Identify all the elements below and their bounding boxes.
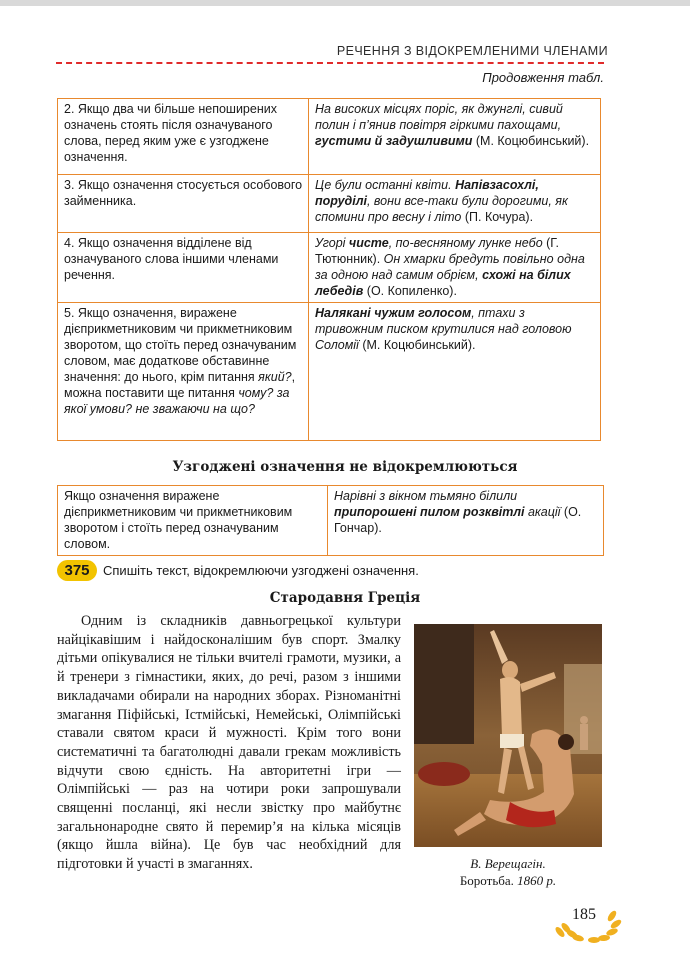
exercise-header [57, 559, 419, 581]
caption-title-line [412, 872, 604, 889]
table-continuation-note: Продовження табл. [482, 70, 604, 85]
exception-table [57, 485, 604, 556]
table-row [58, 303, 601, 441]
rules-table [57, 98, 601, 441]
example-cell: Налякані чужим голосом, птахи з тривожним писком крутилися над головою Соломії (М. Коцюбинський). [309, 303, 601, 441]
example-cell: Це були останні квіти. Напівзасохлі, поруділі, вони все-таки були дорогими, як спомини про весну і літо (П. Кочура). [309, 175, 601, 233]
caption-title: Боротьба. [459, 873, 518, 888]
top-edge-rule [0, 0, 690, 6]
table-row [58, 233, 601, 303]
table-row [58, 99, 601, 175]
example-cell: На високих місцях поріс, як джунглі, сивий полин і п’янив повітря гіркими пахощами, густими й задушливими (М. Коцюбинський). [309, 99, 601, 175]
table-row [58, 175, 601, 233]
exercise-instruction: Спишіть текст, відокремлюючи узгоджені означення. [103, 562, 419, 578]
painting-wrestling-image [414, 624, 602, 847]
example-cell: Нарівні з вікном тьмяно білили припорошені пилом розквітлі акації (О. Гончар). [328, 486, 604, 556]
rule-cell: 5. Якщо означення, виражене дієприкметниковим чи прикметниковим зворотом, що стоїть перед означуваним словом, має додаткове обставинне значення: до нього, крім питання який?, можна поставити ще питання чому? за якої умови? не зважаючи на що? [58, 303, 309, 441]
section-subheading: Узгоджені означення не відокремлюються [172, 459, 518, 475]
body-paragraph: Одним із складників давньогрецької культури найцікавішим і найдосконалішим був спорт. Змалку дітьми опікувалися не тільки вчителі грамоти, музики, а й тренери з гімнастики, яких, до речі, разом з іншими викладачами обирали на народних зборах. Різноманітні змагання Піфійські, Істмійські, Немейські, Олімпійські ставали святом краси й мужності. Крім того вони систематичні та багатолюдні давали грекам можливість відчути свою єдність. На авторитетні ігри — Олімпійські — раз на чотири роки запрошували священні посланці, які несли звістку про майбутнє загальнонародне свято й перемир’я на кілька місяців (якщо йшла війна). Це був час необхідний для підготовки й участі в змаганнях. [57, 613, 401, 873]
caption-year: 1860 р. [517, 873, 557, 888]
header-dashed-rule [56, 62, 604, 64]
table-row [58, 486, 604, 556]
page-number: 185 [572, 906, 596, 923]
figure-caption [412, 855, 604, 889]
caption-author: В. Верещагін. [470, 856, 546, 871]
rule-cell: 4. Якщо означення відділене від означуваного слова іншими членами речення. [58, 233, 309, 303]
rule-cell: Якщо означення виражене дієприкметниковим чи прикметниковим зворотом і стоїть перед означуваним словом. [58, 486, 328, 556]
exercise-number-badge: 375 [57, 560, 97, 581]
example-cell: Угорі чисте, по-весняному лунке небо (Г. Тютюнник). Он хмарки бредуть повільно одна за одною над самим обрієм, схожі на білих лебедів (О. Копиленко). [309, 233, 601, 303]
text-title: Стародавня Греція [269, 590, 421, 606]
rule-cell: 3. Якщо означення стосується особового займенника. [58, 175, 309, 233]
rule-cell: 2. Якщо два чи більше непоширених означень стоять після означуваного слова, перед яким уже є узгоджене означення. [58, 99, 309, 175]
running-title: РЕЧЕННЯ З ВІДОКРЕМЛЕНИМИ ЧЛЕНАМИ [336, 44, 608, 58]
page-number-block [552, 902, 624, 946]
